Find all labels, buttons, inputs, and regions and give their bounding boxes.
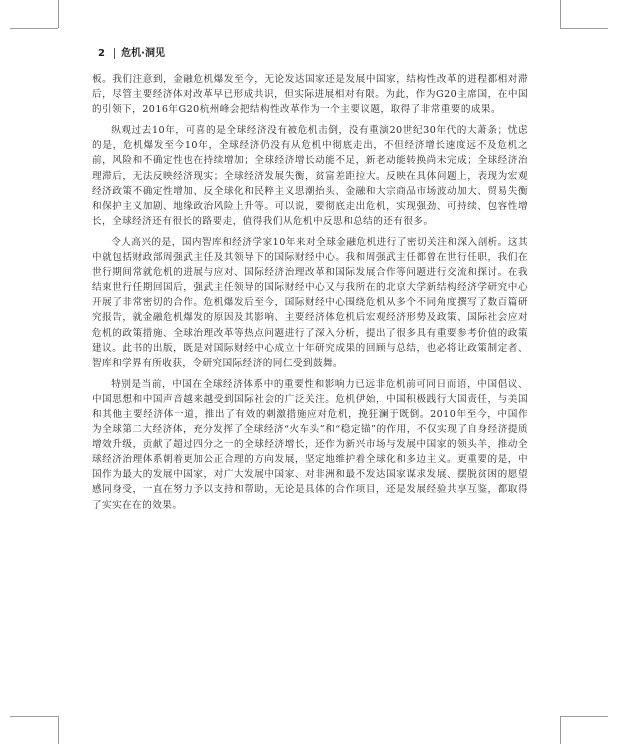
- crop-mark: [560, 0, 561, 28]
- paragraph: 令人高兴的是，国内智库和经济学家10年来对全球金融危机进行了密切关注和深入剖析。这其中就包括财政部周强武主任及其领导下的国际财经中心。我和周强武主任都曾在世行任职，我们在世行期间常就危机的进展与应对、国际经济治理改革和国际发展合作等问题进行交流和探讨。在我结束世行任期回国后，强武主任领导的国际财经中心又与我所在的北京大学新结构经济学研究中心开展了非常密切的合作。危机爆发后至今，国际财经中心围绕危机从多个不同角度撰写了数百篇研究报告，就金融危机爆发的原因及其影响、主要经济体危机后宏观经济形势及政策、国际社会应对危机的政策措施、全球治理改革等热点问题进行了深入分析，提出了很多具有重要参考价值的政策建议。此书的出版，既是对国际财经中心成立十年研究成果的回顾与总结，也必将让政策制定者、智库和学界有所收获，令研究国际经济的同仁受到鼓舞。: [92, 236, 528, 369]
- page-body: [92, 72, 528, 519]
- paragraph: 特别是当前，中国在全球经济体系中的重要性和影响力已远非危机前可同日而语，中国倡议、中国思想和中国声音越来越受到国际社会的广泛关注。危机伊始，中国积极践行大国责任，与美国和其他主要经济体一道，推出了有效的刺激措施应对危机，挽狂澜于既倒。2010年至今，中国作为全球第二大经济体，充分发挥了全球经济“火车头”和“稳定锚”的作用，不仅实现了自身经济提质增效升级，贡献了超过四分之一的全球经济增长，还作为新兴市场与发展中国家的领头羊，推动全球经济治理体系朝着更加公正合理的方向发展，坚定地维护着全球化和多边主义。更重要的是，中国作为最大的发展中国家，对广大发展中国家、对非洲和最不发达国家谋求发展、摆脱贫困的愿望感同身受，一直在努力予以支持和帮助，无论是具体的合作项目，还是发展经验共享互鉴，都取得了实实在在的效果。: [92, 378, 528, 511]
- crop-mark: [560, 716, 608, 717]
- crop-mark: [10, 28, 58, 29]
- page-number: 2: [98, 48, 105, 59]
- crop-mark: [560, 28, 608, 29]
- crop-mark: [560, 716, 561, 744]
- crop-mark: [58, 0, 59, 28]
- running-header: [98, 44, 165, 59]
- paragraph: 板。我们注意到，金融危机爆发至今，无论发达国家还是发展中国家，结构性改革的进程都相对滞后，尽管主要经济体对改革早已形成共识，但实际进展相对有限。为此，作为G20主席国，在中国的引领下，2016年G20杭州峰会把结构性改革作为一个主要议题，取得了非常重要的成果。: [92, 74, 528, 116]
- crop-mark: [58, 716, 59, 744]
- paragraph: 纵观过去10年，可喜的是全球经济没有被危机击倒，没有重演20世纪30年代的大萧条；忧虑的是，危机爆发至今10年，全球经济仍没有从危机中彻底走出，不但经济增长速度远不及危机之前，风险和不确定性也在持续增加；全球经济增长动能不足，新老动能转换尚未完成；全球经济治理滞后，无法反映经济现实；全球经济发展失衡，贫富差距拉大。反映在具体问题上，表现为宏观经济政策不确定性增加、反全球化和民粹主义思潮抬头、金融和大宗商品市场波动加大、贸易失衡和保护主义加剧、地缘政治风险上升等。可以说，要彻底走出危机，实现强劲、可持续、包容性增长，全球经济还有很长的路要走，值得我们从危机中反思和总结的还有很多。: [92, 125, 528, 227]
- crop-mark: [10, 716, 58, 717]
- book-title: 危机·洞见: [114, 48, 165, 59]
